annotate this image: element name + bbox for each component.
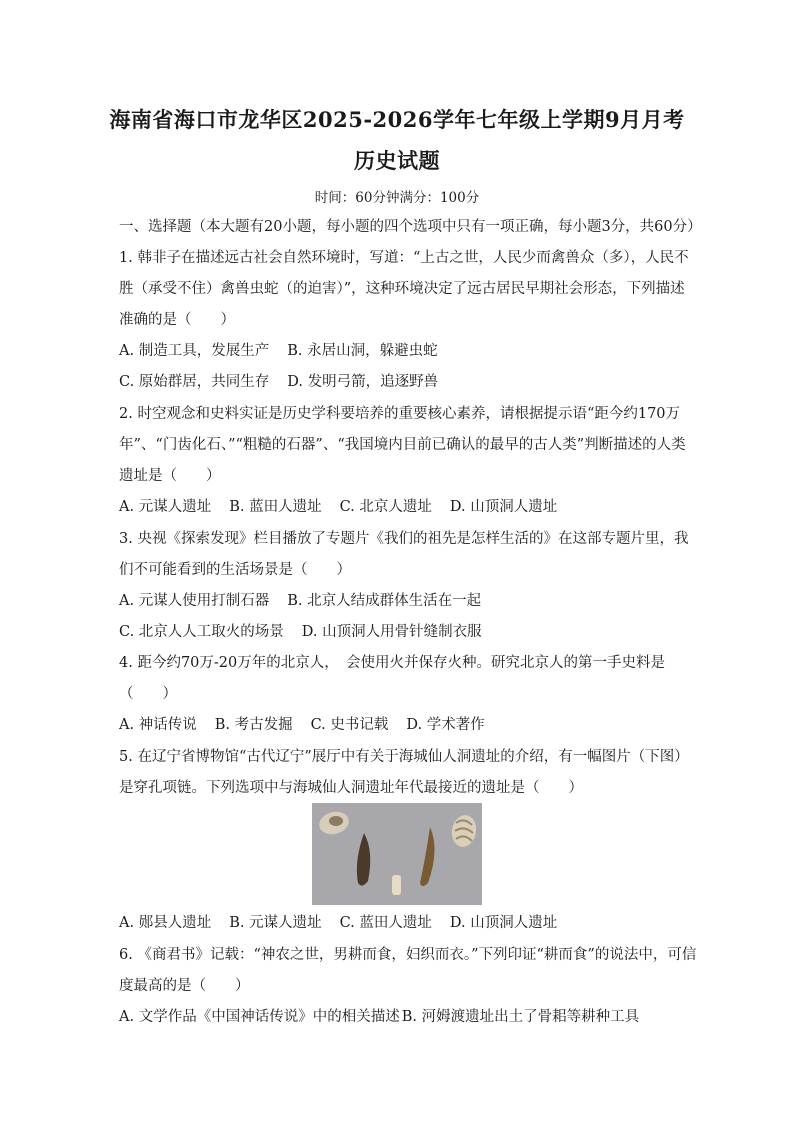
exam-title: 海南省海口市龙华区2025-2026学年七年级上学期9月月考 [109, 107, 685, 132]
exam-time-score: 时间：60分钟满分：100分 [314, 190, 480, 206]
question-2-line: 2. 时空观念和史料实证是历史学科要培养的重要核心素养，请根据提示语“距今约170万 [119, 406, 681, 422]
option-a: A. 元谋人使用打制石器 [119, 593, 270, 609]
option-c: C. 史书记载 [310, 717, 389, 733]
option-b: B. 考古发掘 [214, 717, 293, 733]
option-a: A. 郧县人遗址 [119, 915, 212, 931]
question-5-options [119, 913, 679, 933]
question-1-options [119, 341, 679, 361]
option-a: A. 制造工具，发展生产 [119, 343, 270, 359]
question-4-line: （ ） [119, 686, 177, 702]
question-3-line: 3. 央视《探索发现》栏目播放了专题片《我们的祖先是怎样生活的》在这部专题片里，我 [119, 531, 689, 547]
option-c: C. 北京人人工取火的场景 [119, 624, 284, 640]
question-1-options [119, 372, 679, 392]
question-6-line: 度最高的是（ ） [119, 978, 250, 994]
perforated-necklace-photo [312, 803, 482, 905]
option-a: A. 元谋人遗址 [119, 499, 212, 515]
question-2-options [119, 497, 679, 517]
option-d: D. 学术著作 [406, 717, 485, 733]
option-b: B. 蓝田人遗址 [229, 499, 322, 515]
question-5-line: 是穿孔项链。下列选项中与海城仙人洞遗址年代最接近的遗址是（ ） [119, 780, 583, 796]
question-3-options [119, 622, 679, 642]
option-b: B. 河姆渡遗址出土了骨耜等耕种工具 [401, 1009, 640, 1025]
question-3-line: 们不可能看到的生活场景是（ ） [119, 562, 351, 578]
option-a: A. 文学作品《中国神话传说》中的相关描述 [119, 1009, 400, 1025]
question-4-options [119, 715, 679, 735]
question-6-line: 6. 《商君书》记载：“神农之世，男耕而食，妇织而衣。”下列印证“耕而食”的说法中，可信 [119, 947, 697, 963]
exam-subject: 历史试题 [354, 148, 440, 173]
question-5-line: 5. 在辽宁省博物馆“古代辽宁”展厅中有关于海城仙人洞遗址的介绍，有一幅图片（下图） [119, 749, 689, 765]
option-c: C. 原始群居，共同生存 [119, 374, 270, 390]
option-c: C. 北京人遗址 [339, 499, 432, 515]
option-b: B. 北京人结成群体生活在一起 [287, 593, 482, 609]
section-heading: 一、选择题（本大题有20小题，每小题的四个选项中只有一项正确，每小题3分，共60分） [119, 219, 702, 235]
question-3-options [119, 591, 679, 611]
necklace-artifacts-image [312, 803, 482, 905]
option-d: D. 山顶洞人遗址 [449, 499, 558, 515]
option-d: D. 山顶洞人用骨针缝制衣服 [301, 624, 482, 640]
option-d: D. 发明弓箭，追逐野兽 [287, 374, 439, 390]
question-6-options [119, 1007, 679, 1027]
question-1-line: 准确的是（ ） [119, 312, 235, 328]
question-2-line: 年”、“门齿化石、”“粗糙的石器”、“我国境内目前已确认的最早的古人类”判断描述的人类 [119, 437, 686, 453]
question-2-line: 遗址是（ ） [119, 468, 221, 484]
question-4-line: 4. 距今约70万-20万年的北京人， 会使用火并保存火种。研究北京人的第一手史料是 [119, 655, 665, 671]
option-b: B. 元谋人遗址 [229, 915, 322, 931]
question-1-line: 1. 韩非子在描述远古社会自然环境时，写道：“上古之世，人民少而禽兽众（多），人民不 [119, 250, 689, 266]
option-a: A. 神话传说 [119, 717, 197, 733]
question-1-line: 胜（承受不住）禽兽虫蛇（的迫害）”，这种环境决定了远古居民早期社会形态，下列描述 [119, 281, 685, 297]
option-c: C. 蓝田人遗址 [339, 915, 432, 931]
option-b: B. 永居山洞，躲避虫蛇 [287, 343, 438, 359]
option-d: D. 山顶洞人遗址 [449, 915, 558, 931]
